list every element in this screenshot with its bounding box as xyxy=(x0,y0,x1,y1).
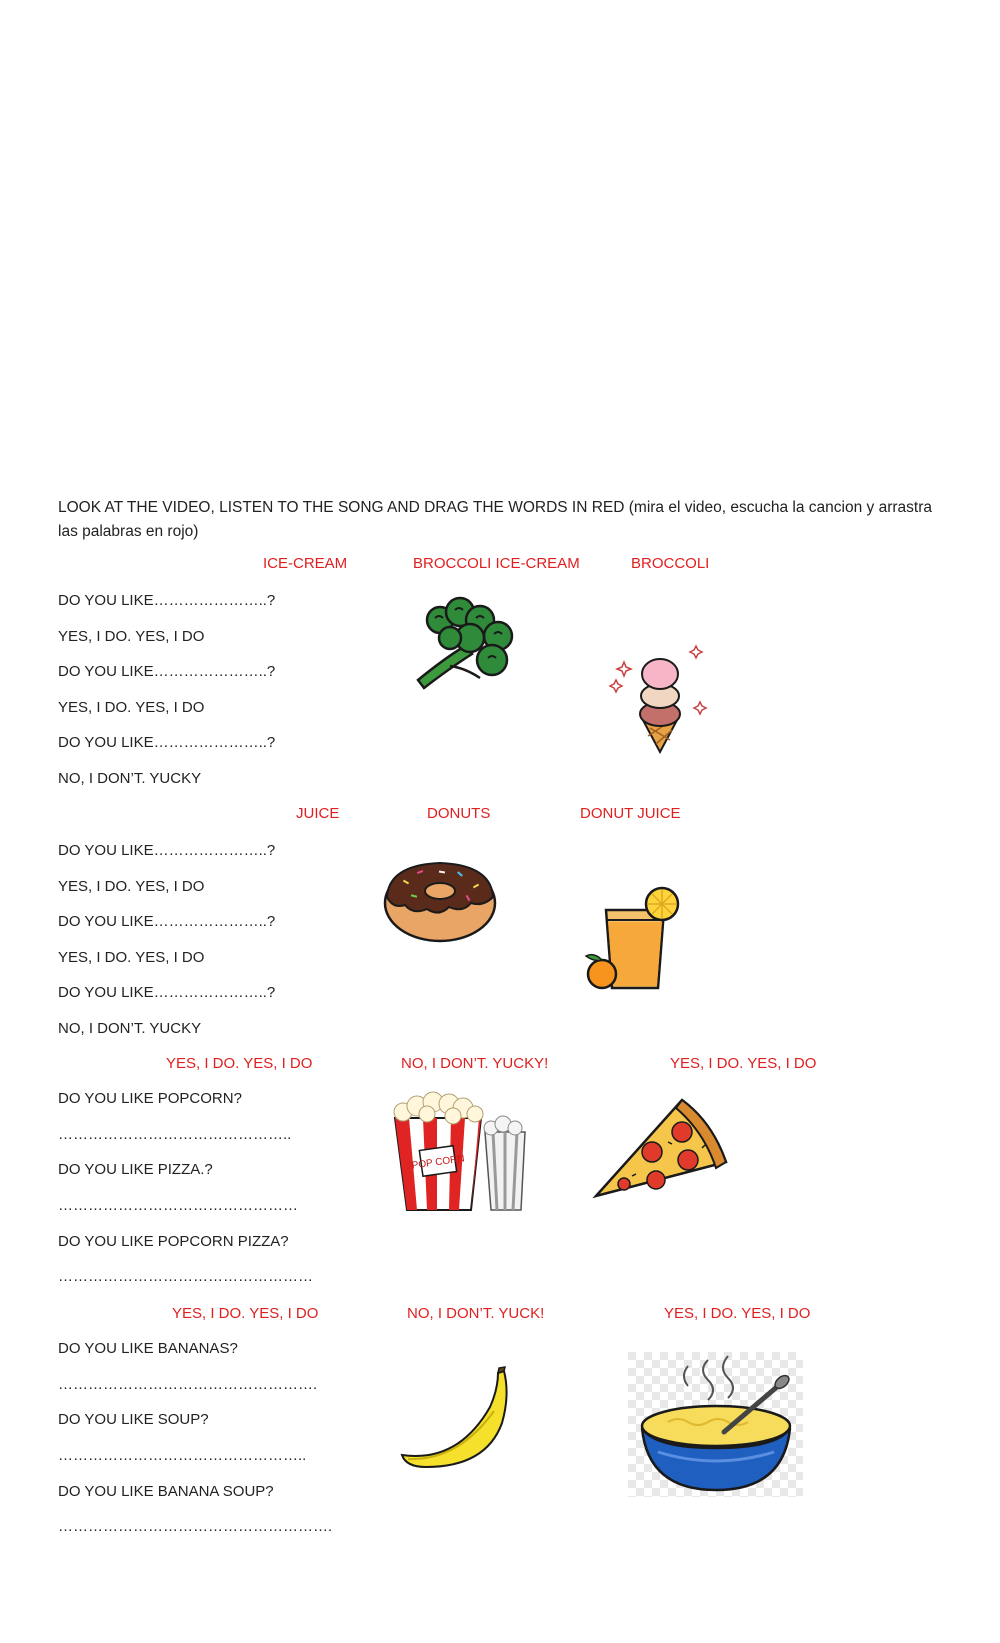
drag-word[interactable]: BROCCOLI xyxy=(631,555,710,572)
drag-word[interactable]: YES, I DO. YES, I DO xyxy=(166,1055,313,1072)
juice-icon xyxy=(580,882,680,997)
question-line: DO YOU LIKE SOUP? xyxy=(58,1411,209,1428)
popcorn-icon xyxy=(393,1092,528,1217)
drag-word[interactable]: NO, I DON’T. YUCK! xyxy=(407,1305,545,1322)
answer-blank[interactable]: ……………………………………………. xyxy=(58,1376,318,1393)
donut-icon xyxy=(383,855,498,945)
soup-icon xyxy=(628,1352,803,1497)
drag-word[interactable]: NO, I DON’T. YUCKY! xyxy=(401,1055,549,1072)
answer-line: YES, I DO. YES, I DO xyxy=(58,949,205,966)
drag-word[interactable]: DONUT JUICE xyxy=(580,805,681,822)
answer-blank[interactable]: ……………………………………….. xyxy=(58,1126,292,1143)
pizza-icon xyxy=(592,1092,732,1202)
drag-word[interactable]: BROCCOLI ICE-CREAM xyxy=(413,555,580,572)
answer-blank[interactable]: ………………………………………….. xyxy=(58,1447,307,1464)
drag-word[interactable]: DONUTS xyxy=(427,805,491,822)
question-line: DO YOU LIKE POPCORN PIZZA? xyxy=(58,1233,289,1250)
popcorn-box-label: POP CORN xyxy=(411,1153,466,1172)
answer-blank[interactable]: ………………………………………… xyxy=(58,1197,298,1214)
question-line: DO YOU LIKE…………………..? xyxy=(58,984,276,1001)
answer-line: NO, I DON’T. YUCKY xyxy=(58,1020,202,1037)
ice-cream-icon xyxy=(612,640,717,755)
banana-icon xyxy=(398,1367,513,1472)
instructions: LOOK AT THE VIDEO, LISTEN TO THE SONG AND DRAG THE WORDS IN RED (mira el video, escucha la cancion y arrastra las palabras en rojo) xyxy=(58,499,932,540)
question-line: DO YOU LIKE BANANAS? xyxy=(58,1340,238,1357)
answer-line: NO, I DON’T. YUCKY xyxy=(58,770,202,787)
drag-word[interactable]: YES, I DO. YES, I DO xyxy=(172,1305,319,1322)
broccoli-icon xyxy=(410,598,520,693)
question-line: DO YOU LIKE…………………..? xyxy=(58,842,276,859)
answer-line: YES, I DO. YES, I DO xyxy=(58,878,205,895)
question-line: DO YOU LIKE POPCORN? xyxy=(58,1090,242,1107)
drag-word[interactable]: ICE-CREAM xyxy=(263,555,348,572)
drag-word[interactable]: JUICE xyxy=(296,805,340,822)
drag-word[interactable]: YES, I DO. YES, I DO xyxy=(670,1055,817,1072)
question-line: DO YOU LIKE…………………..? xyxy=(58,592,276,609)
drag-word[interactable]: YES, I DO. YES, I DO xyxy=(664,1305,811,1322)
question-line: DO YOU LIKE BANANA SOUP? xyxy=(58,1483,274,1500)
answer-blank[interactable]: …………………………………………… xyxy=(58,1268,313,1285)
question-line: DO YOU LIKE PIZZA.? xyxy=(58,1161,213,1178)
answer-line: YES, I DO. YES, I DO xyxy=(58,628,205,645)
question-line: DO YOU LIKE…………………..? xyxy=(58,734,276,751)
answer-blank[interactable]: ………………………………………………. xyxy=(58,1518,333,1535)
answer-line: YES, I DO. YES, I DO xyxy=(58,699,205,716)
question-line: DO YOU LIKE…………………..? xyxy=(58,913,276,930)
question-line: DO YOU LIKE…………………..? xyxy=(58,663,276,680)
